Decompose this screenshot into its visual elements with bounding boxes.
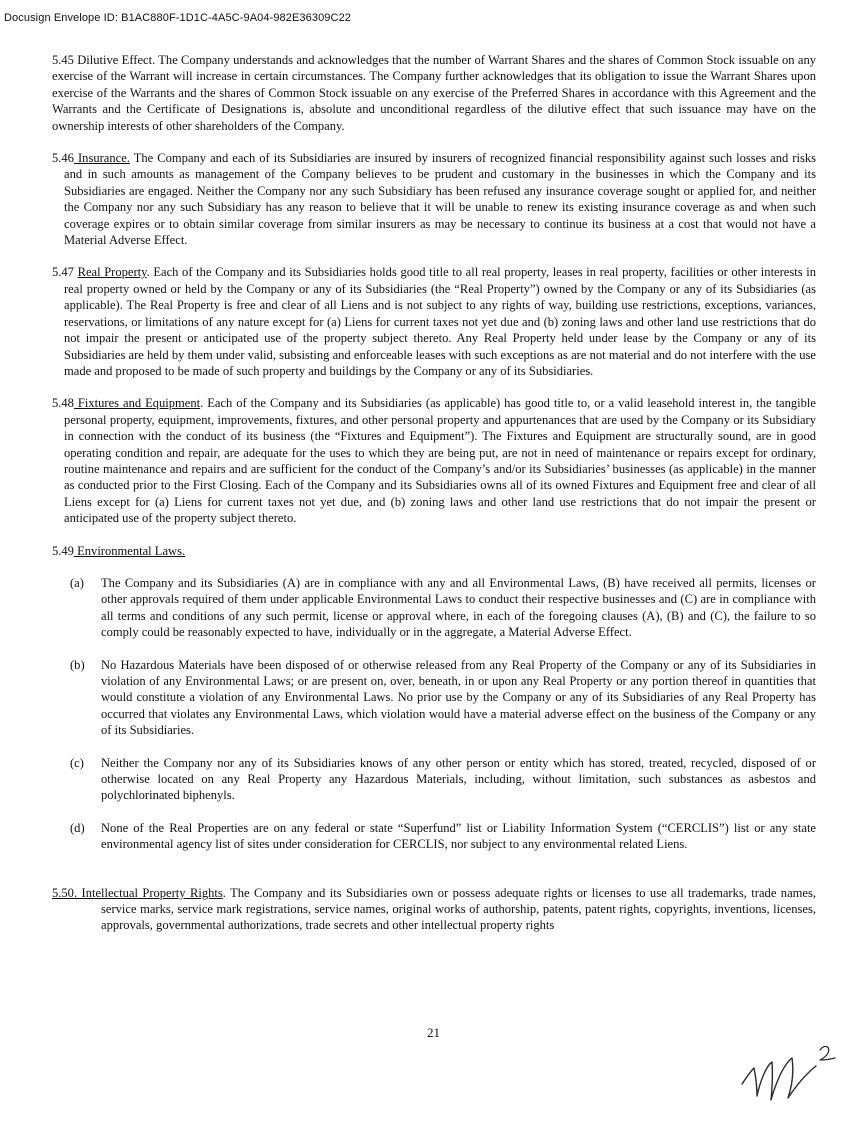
section-number: 5.48: [52, 396, 74, 411]
section-heading: 5.50. Intellectual Property Rights: [52, 885, 223, 900]
subsection-text: Neither the Company nor any of its Subsidiaries knows of any other person or entity which has stored, treated, recycled, disposed of or otherwise located on any Real Property any Hazardous Materials, including, without limitation, such substances as asbestos and polychlorinated biphenyls.: [101, 755, 816, 803]
subsection-label: (a): [70, 575, 84, 590]
section-heading: Fixtures and Equipment: [73, 396, 201, 411]
subsection-d: [52, 820, 816, 853]
section-5-46: [52, 150, 816, 248]
page-number: 21: [427, 1025, 440, 1040]
document-body: [52, 52, 816, 934]
section-5-47: [52, 264, 816, 379]
section-heading: Real Property: [77, 265, 147, 280]
subsection-text: None of the Real Properties are on any federal or state “Superfund” list or Liability Information System (“CERCLIS”) list or any state environmental agency list of sites under consideration for CERCLIS, nor subject to any environmental related Liens.: [101, 820, 816, 852]
section-5-45: 5.45 Dilutive Effect. The Company understands and acknowledges that the number of Warrant Shares and the shares of Common Stock issuable on any exercise of the Warrant will increase in certain circumstances. The Company further acknowledges that its obligation to issue the Warrant Shares upon exercise of the Warrants and the shares of Common Stock issuable on any exercise of the Preferred Shares in accordance with this Agreement and the Warrants and the Certificate of Designations is, absolute and unconditional regardless of the dilutive effect that such issuance may have on the ownership interests of other shareholders of the Company.: [52, 53, 816, 133]
section-number: 5.49: [52, 543, 74, 558]
section-text: . Each of the Company and its Subsidiaries holds good title to all real property, leases in real property, facilities or other interests in real property owned or held by the Company or any of its Subsidiaries (the “Real Property”) owned by the Company or any of its Subsidiaries (as applicable). The Real Property is free and clear of all Liens and is not subject to any rights of way, building use restrictions, exceptions, variances, reservations, or limitations of any nature except for (a) Liens for current taxes not yet due and (b) zoning laws and other land use restrictions that do not impair the present or anticipated use of the property subject thereto. Any Real Property held under lease by the Company or any of its Subsidiaries are held by them under valid, subsisting and enforceable leases with such exceptions as are not material and do not interfere with the use made and proposed to be made of such property and buildings by the Company or any of its Subsidiaries.: [64, 265, 816, 378]
section-text: . The Company and its Subsidiaries own or possess adequate rights or licenses to use all trademarks, trade names, service marks, service mark registrations, service names, original works of authorship, patents, patent rights, copyrights, inventions, licenses, approvals, governmental authorizations, trade secrets and other intellectual property rights: [101, 885, 816, 933]
subsection-c: [52, 755, 816, 804]
section-5-49: [52, 543, 816, 559]
section-5-48: [52, 395, 816, 526]
section-text: The Company and each of its Subsidiaries are insured by insurers of recognized financial responsibility against such losses and risks and in such amounts as management of the Company believes to be prudent and customary in the businesses in which the Company and its Subsidiaries are engaged. Neither the Company nor any such Subsidiary has been refused any insurance coverage sought or applied for, and neither the Company nor any such Subsidiary has any reason to believe that it will be unable to renew its existing insurance coverage as and when such coverage expires or to obtain similar coverage from similar insurers as may be necessary to continue its business at a cost that would not have a Material Adverse Effect.: [64, 151, 816, 248]
section-heading: Environmental Laws.: [73, 543, 186, 558]
signature-initials: [736, 1038, 846, 1108]
subsection-label: (d): [70, 820, 85, 835]
subsection-a: [52, 575, 816, 641]
subsection-label: (c): [70, 755, 84, 770]
envelope-id: Docusign Envelope ID: B1AC880F-1D1C-4A5C-9A04-982E36309C22: [4, 12, 351, 24]
section-number: 5.47: [52, 265, 78, 280]
section-number: 5.46: [52, 151, 74, 166]
subsection-b: [52, 657, 816, 739]
section-text: . Each of the Company and its Subsidiaries (as applicable) has good title to, or a valid leasehold interest in, the tangible personal property, equipment, improvements, fixtures, and other personal property and appurtenances that are used by the Company or its Subsidiary in connection with the conduct of its business (the “Fixtures and Equipment”). The Fixtures and Equipment are structurally sound, are in good operating condition and repair, are adequate for the uses to which they are being put, are not in need of maintenance or repairs except for ordinary, routine maintenance and repairs and are sufficient for the conduct of the Company’s and/or its Subsidiaries’ businesses (as applicable) in the manner as conducted prior to the First Closing. Each of the Company and its Subsidiaries owns all of its owned Fixtures and Equipment free and clear of all Liens except for (a) Liens for current taxes not yet due, and (b) zoning laws and other land use restrictions that do not impair the present or anticipated use of the property subject thereto.: [64, 396, 816, 526]
section-5-50: [52, 885, 816, 934]
subsection-text: No Hazardous Materials have been disposed of or otherwise released from any Real Property of the Company or any of its Subsidiaries in violation of any Environmental Laws; or are present on, over, beneath, in or upon any Real Property or any portion thereof in quantities that would constitute a violation of any Environmental Laws. No prior use by the Company or any of its Subsidiaries of any Real Property has occurred that violates any Environmental Laws, which violation would have a material adverse effect on the business of the Company or any of its Subsidiaries.: [101, 657, 816, 738]
subsection-text: The Company and its Subsidiaries (A) are in compliance with any and all Environmental Laws, (B) have received all permits, licenses or other approvals required of them under applicable Environmental Laws to conduct their respective businesses and (C) are in compliance with all terms and conditions of any such permit, license or approval where, in each of the foregoing clauses (A), (B) and (C), the failure to so comply could be reasonably expected to have, individually or in the aggregate, a Material Adverse Effect.: [101, 575, 816, 640]
section-heading: Insurance.: [73, 151, 130, 166]
subsection-label: (b): [70, 657, 85, 672]
